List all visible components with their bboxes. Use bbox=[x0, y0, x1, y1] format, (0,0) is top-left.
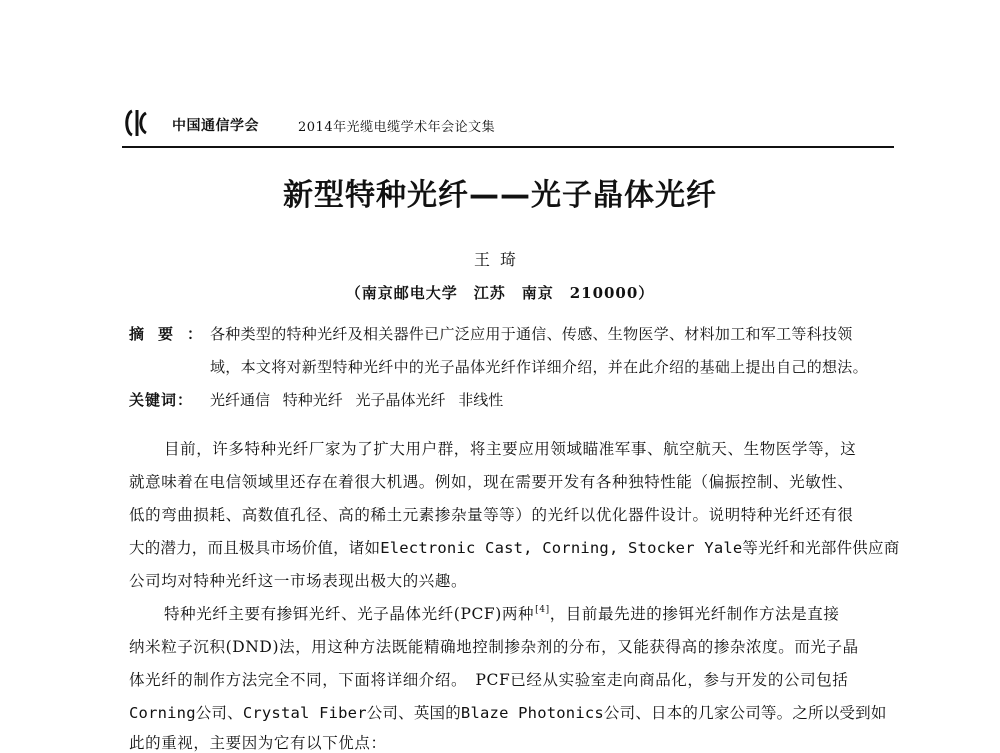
body-text: ，目前最先进的掺铒光纤制作方法是直接 bbox=[549, 605, 840, 623]
citation-ref: [4] bbox=[535, 605, 550, 615]
proceedings-title: 2014年光缆电缆学术年会论文集 bbox=[298, 120, 496, 135]
keywords-text: 光纤通信 特种光纤 光子晶体光纤 非线性 bbox=[210, 391, 504, 409]
body-line: 低的弯曲损耗、高数值孔径、高的稀土元素掺杂量等等）的光纤以优化器件设计。说明特种光纤还有很 bbox=[129, 506, 854, 524]
paper-title: 新型特种光纤——光子晶体光纤 bbox=[283, 178, 717, 213]
body-line: 体光纤的制作方法完全不同，下面将详细介绍。 PCF已经从实验室走向商品化，参与开发的公司包括 bbox=[129, 671, 849, 689]
abstract-line: 各种类型的特种光纤及相关器件已广泛应用于通信、传感、生物医学、材料加工和军工等科技领 bbox=[210, 325, 853, 343]
keywords-label: 关键词： bbox=[129, 391, 194, 409]
page-header bbox=[122, 108, 894, 144]
author-affiliation: （南京邮电大学 江苏 南京 210000） bbox=[345, 284, 655, 302]
abstract-label: 摘要： bbox=[129, 325, 217, 343]
society-logo-icon bbox=[122, 108, 158, 138]
body-text: 特种光纤主要有掺铒光纤、光子晶体光纤(PCF)两种 bbox=[164, 605, 535, 623]
body-line: 目前，许多特种光纤厂家为了扩大用户群，将主要应用领域瞄准军事、航空航天、生物医学等，这 bbox=[164, 440, 857, 458]
body-line: 公司均对特种光纤这一市场表现出极大的兴趣。 bbox=[129, 572, 468, 590]
body-line: Corning公司、Crystal Fiber公司、英国的Blaze Photonics公司、日本的几家公司等。之所以受到如 bbox=[129, 704, 887, 722]
body-line: 纳米粒子沉积(DND)法，用这种方法既能精确地控制掺杂剂的分布，又能获得高的掺杂浓度。而光子晶 bbox=[129, 638, 859, 656]
abstract-line: 域，本文将对新型特种光纤中的光子晶体光纤作详细介绍，并在此介绍的基础上提出自己的想法。 bbox=[210, 358, 868, 376]
body-line: 大的潜力，而且极具市场价值，诸如Electronic Cast, Corning, Stocker Yale等光纤和光部件供应商 bbox=[129, 539, 900, 557]
body-line: 此的重视，主要因为它有以下优点： bbox=[129, 734, 387, 752]
body-line bbox=[164, 602, 894, 624]
author-name: 王琦 bbox=[473, 250, 526, 269]
organization-name: 中国通信学会 bbox=[172, 118, 259, 134]
header-divider bbox=[122, 146, 894, 148]
body-line: 就意味着在电信领域里还存在着很大机遇。例如，现在需要开发有各种独特性能（偏振控制、光敏性、 bbox=[129, 473, 854, 491]
